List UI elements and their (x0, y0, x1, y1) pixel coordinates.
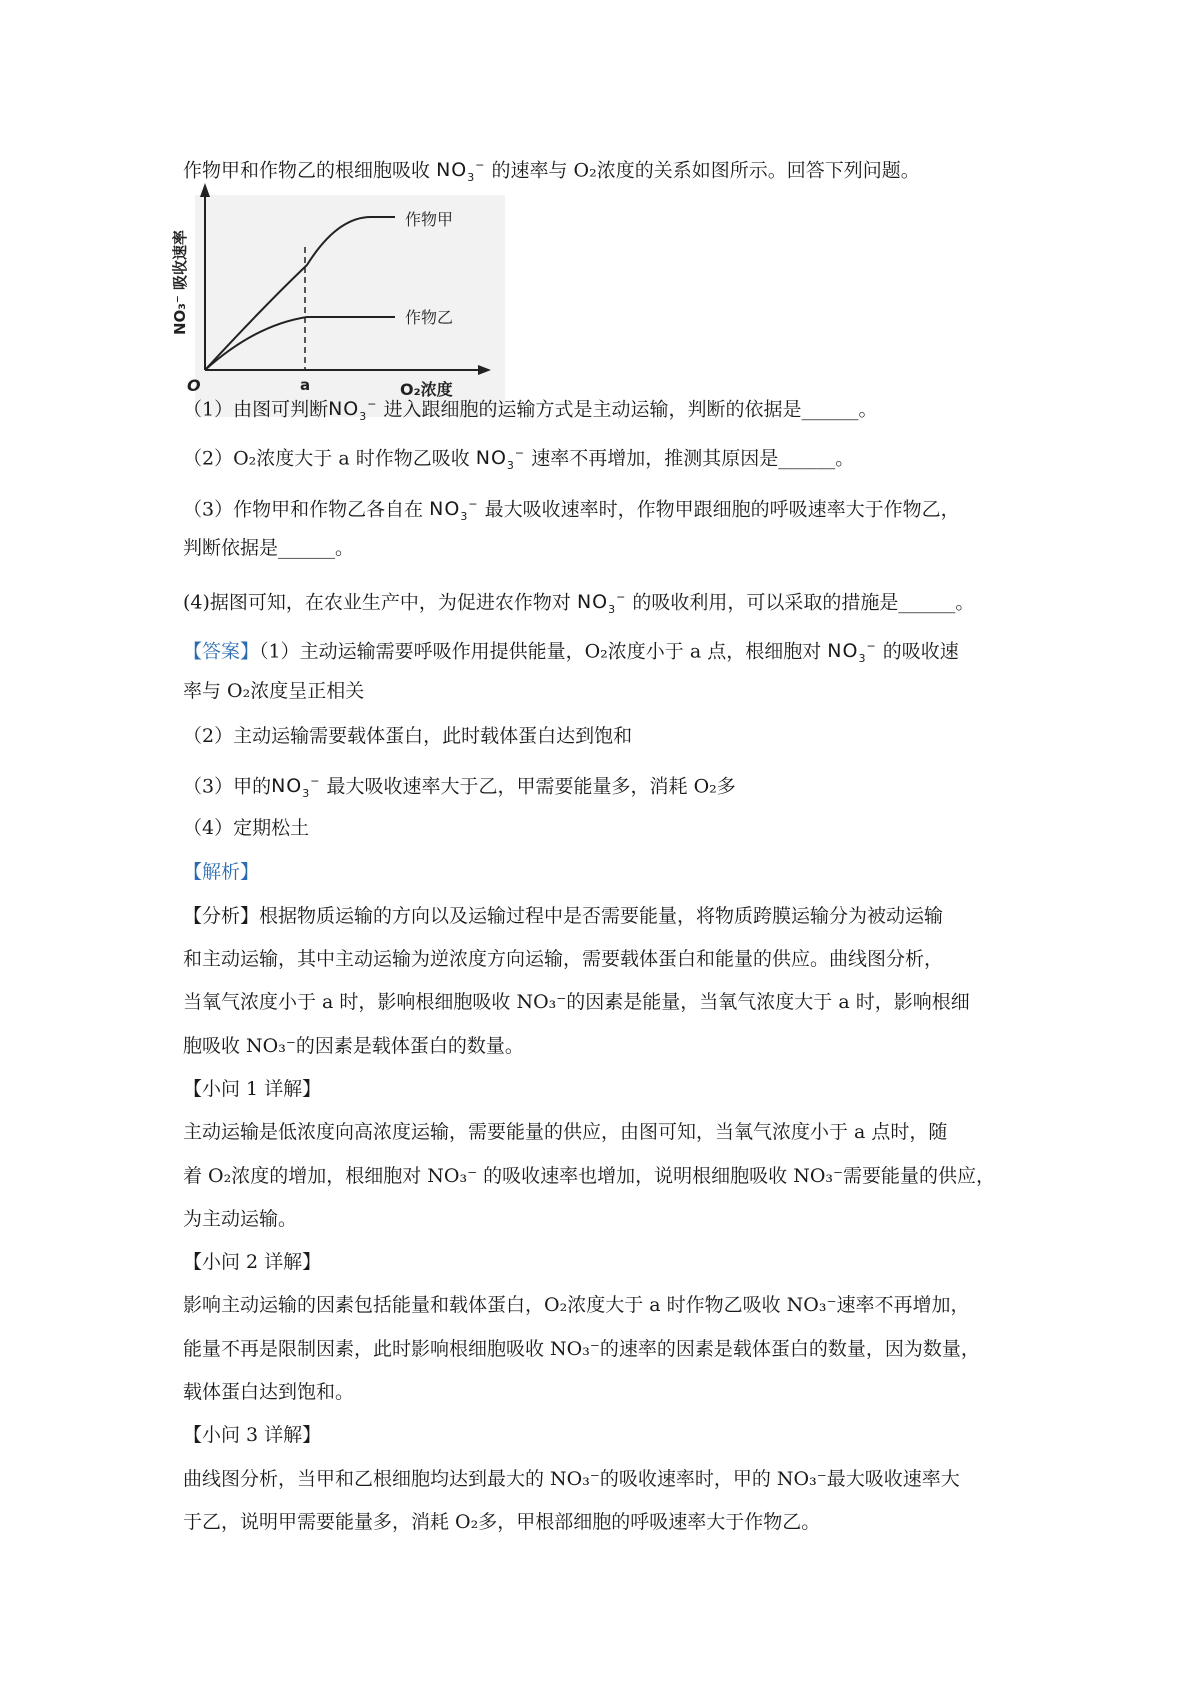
analysis-p1: 【分析】根据物质运输的方向以及运输过程中是否需要能量，将物质跨膜运输分为被动运输 (183, 905, 944, 927)
subq2-line3: 载体蛋白达到饱和。 (183, 1381, 355, 1403)
subq3-line1: 曲线图分析，当甲和乙根细胞均达到最大的 NO₃⁻的吸收速率时，甲的 NO₃⁻最大吸收速率大 (183, 1468, 960, 1490)
subq1-line3: 为主动运输。 (183, 1208, 298, 1230)
chart-svg (171, 195, 505, 417)
question-1: （1）由图可判断$NO_3^-$ 进入跟细胞的运输方式是主动运输，判断的依据是______。 (183, 398, 878, 424)
label-crop-jia: 作物甲 (405, 210, 454, 229)
question-2: （2）O₂浓度大于 a 时作物乙吸收 $NO_3^-$ 速率不再增加，推测其原因是______。 (183, 447, 855, 473)
nitrate-ion: $NO_3^-$ (576, 591, 627, 617)
nitrate-ion: $NO_3^-$ (475, 447, 526, 473)
subq3-title: 【小问 3 详解】 (183, 1424, 322, 1446)
x-axis-label: O₂浓度 (400, 380, 453, 399)
nitrate-ion: $NO_3^-$ (827, 640, 877, 666)
subq1-line2: 着 O₂浓度的增加，根细胞对 NO₃⁻ 的吸收速率也增加，说明根细胞吸收 NO₃⁻需要能量的供应， (183, 1165, 996, 1187)
analysis-p4: 胞吸收 NO₃⁻的因素是载体蛋白的数量。 (183, 1035, 524, 1057)
origin-label: O (187, 376, 201, 395)
subq1-title: 【小问 1 详解】 (183, 1078, 322, 1100)
analysis-p3: 当氧气浓度小于 a 时，影响根细胞吸收 NO₃⁻的因素是能量，当氧气浓度大于 a 时，影响根细 (183, 991, 970, 1013)
subq2-line1: 影响主动运输的因素包括能量和载体蛋白，O₂浓度大于 a 时作物乙吸收 NO₃⁻速率不再增加， (183, 1294, 970, 1316)
subq2-line2: 能量不再是限制因素，此时影响根细胞吸收 NO₃⁻的速率的因素是载体蛋白的数量，因为数量， (183, 1338, 980, 1360)
answer-tag: 【答案】 (183, 640, 260, 663)
y-axis-label: NO₃⁻ 吸收速率 (171, 229, 189, 335)
question-3-cont: 判断依据是______。 (183, 537, 355, 559)
question-intro: 作物甲和作物乙的根细胞吸收 $NO_3^-$ 的速率与 O₂浓度的关系如图所示。回答下列问题。 (183, 159, 920, 185)
analysis-tag: 【解析】 (183, 861, 260, 883)
nitrate-ion: $NO_3^-$ (436, 159, 486, 185)
curve-crop-yi (205, 317, 395, 370)
answer-2: （2）主动运输需要载体蛋白，此时载体蛋白达到饱和 (183, 725, 633, 747)
label-crop-yi: 作物乙 (405, 308, 454, 327)
subq1-line1: 主动运输是低浓度向高浓度运输，需要能量的供应，由图可知，当氧气浓度小于 a 点时，随 (183, 1121, 948, 1143)
nitrate-ion: $NO_3^-$ (271, 775, 321, 801)
analysis-p2: 和主动运输，其中主动运输为逆浓度方向运输，需要载体蛋白和能量的供应。曲线图分析， (183, 948, 944, 970)
subq3-line2: 于乙，说明甲需要能量多，消耗 O₂多，甲根部细胞的呼吸速率大于作物乙。 (183, 1511, 821, 1533)
figure-chart (171, 195, 505, 417)
nitrate-ion: $NO_3^-$ (429, 498, 479, 524)
subq2-title: 【小问 2 详解】 (183, 1251, 322, 1273)
answer-3: （3）甲的$NO_3^-$ 最大吸收速率大于乙，甲需要能量多，消耗 O₂多 (183, 775, 736, 801)
nitrate-ion: $NO_3^-$ (328, 398, 378, 424)
answer-1: 【答案】（1）主动运输需要呼吸作用提供能量，O₂浓度小于 a 点，根细胞对 $NO_3^-$ 的吸收速 (183, 640, 959, 666)
tick-a-label: a (300, 376, 311, 394)
answer-1-cont: 率与 O₂浓度呈正相关 (183, 680, 365, 702)
question-4: (4)据图可知，在农业生产中，为促进农作物对 $NO_3^-$ 的吸收利用，可以采取的措施是______。 (183, 591, 975, 617)
answer-4: （4）定期松土 (183, 817, 310, 839)
question-3: （3）作物甲和作物乙各自在 $NO_3^-$ 最大吸收速率时，作物甲跟细胞的呼吸速率大于作物乙， (183, 498, 960, 524)
x-axis-arrow (478, 365, 491, 375)
